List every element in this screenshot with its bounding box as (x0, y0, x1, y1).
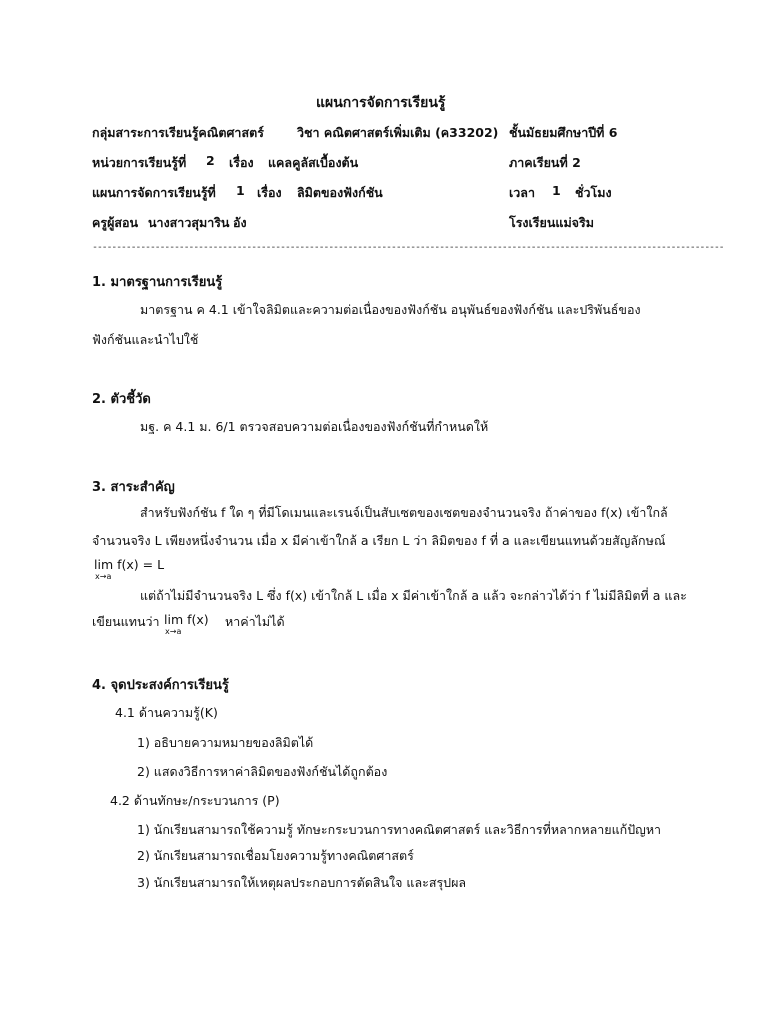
section-3-line-1: สำหรับฟังก์ชัน f ใด ๆ ที่มีโดเมนและเรนจ์เป็นสับเซตของเซตของจำนวนจริง ถ้าค่าของ f(x) เข้าใกล้ (140, 505, 668, 520)
header-topic-label: เรื่อง (229, 155, 254, 170)
header-teacher-name: นางสาวสุมาริน (148, 215, 230, 230)
section-1-line-1: มาตรฐาน ค 4.1 เข้าใจลิมิตและความต่อเนื่องของฟังก์ชัน อนุพันธ์ของฟังก์ชัน และปริพันธ์ของ (140, 302, 641, 317)
header-subject: วิชา คณิตศาสตร์เพิ่มเติม (ค33202) (297, 125, 499, 140)
section-3-line-4-pre: เขียนแทนว่า (92, 614, 160, 629)
section-3-line-2: จำนวนจริง L เพียงหนึ่งจำนวน เมื่อ x มีค่าเข้าใกล้ a เรียก L ว่า ลิมิตของ f ที่ a และเขียนแทนด้วยสัญลักษณ์ (92, 533, 666, 548)
section-4-heading: 4. จุดประสงค์การเรียนรู้ (92, 678, 229, 693)
document-title: แผนการจัดการเรียนรู้ (316, 95, 446, 111)
knowledge-item: 2) แสดงวิธีการหาค่าลิมิตของฟังก์ชันได้ถูกต้อง (137, 764, 388, 779)
limit-formula-2-subscript: x→a (165, 627, 182, 636)
section-1-line-2: ฟังก์ชันและนำไปใช้ (92, 332, 199, 347)
header-teacher-label: ครูผู้สอน (92, 215, 139, 230)
process-item: 2) นักเรียนสามารถเชื่อมโยงความรู้ทางคณิตศาสตร์ (137, 848, 414, 863)
knowledge-item: 1) อธิบายความหมายของลิมิตได้ (137, 735, 314, 750)
header-semester: ภาคเรียนที่ 2 (509, 155, 581, 170)
header-plan-topic: ลิมิตของฟังก์ชัน (297, 185, 383, 200)
section-3-line-3: แต่ถ้าไม่มีจำนวนจริง L ซึ่ง f(x) เข้าใกล้ L เมื่อ x มีค่าเข้าใกล้ a แล้ว จะกล่าวได้ว่า f ไม่มีลิมิตที่ a และ (140, 588, 687, 603)
section-2-heading: 2. ตัวชี้วัด (92, 392, 151, 407)
limit-formula-2: lim f(x) (164, 612, 209, 627)
header-unit-no: 2 (206, 153, 215, 168)
knowledge-heading: 4.1 ด้านความรู้(K) (115, 705, 218, 720)
header-plan-label: แผนการจัดการเรียนรู้ที่ (92, 185, 216, 200)
header-grade: ชั้นมัธยมศึกษาปีที่ 6 (509, 125, 618, 140)
header-plan-no: 1 (236, 183, 245, 198)
header-group: กลุ่มสาระการเรียนรู้คณิตศาสตร์ (92, 125, 264, 140)
header-unit-label: หน่วยการเรียนรู้ที่ (92, 155, 187, 170)
header-plan-topic-label: เรื่อง (257, 185, 282, 200)
header-teacher-surname: อัง (233, 215, 247, 230)
section-1-heading: 1. มาตรฐานการเรียนรู้ (92, 275, 223, 290)
header-divider: ----------------------------------------------------------------------------------------------------------------------------------- (92, 242, 724, 253)
section-3-heading: 3. สาระสำคัญ (92, 480, 175, 495)
limit-formula-1: lim f(x) = L (94, 557, 165, 572)
process-item: 3) นักเรียนสามารถให้เหตุผลประกอบการตัดสินใจ และสรุปผล (137, 875, 467, 890)
limit-formula-1-subscript: x→a (95, 572, 112, 581)
header-time-no: 1 (552, 183, 561, 198)
process-item: 1) นักเรียนสามารถใช้ความรู้ ทักษะกระบวนการทางคณิตศาสตร์ และวิธีการที่หลากหลายแก้ปัญหา (137, 822, 662, 837)
header-unit-topic: แคลคูลัสเบื้องต้น (268, 155, 359, 170)
section-3-line-4-post: หาค่าไม่ได้ (225, 614, 285, 629)
header-school: โรงเรียนแม่จริม (509, 215, 594, 230)
section-2-line-1: มฐ. ค 4.1 ม. 6/1 ตรวจสอบความต่อเนื่องของฟังก์ชันที่กำหนดให้ (140, 419, 489, 434)
header-time-label: เวลา (509, 185, 535, 200)
header-time-unit: ชั่วโมง (575, 185, 612, 200)
process-heading: 4.2 ด้านทักษะ/กระบวนการ (P) (110, 793, 280, 808)
